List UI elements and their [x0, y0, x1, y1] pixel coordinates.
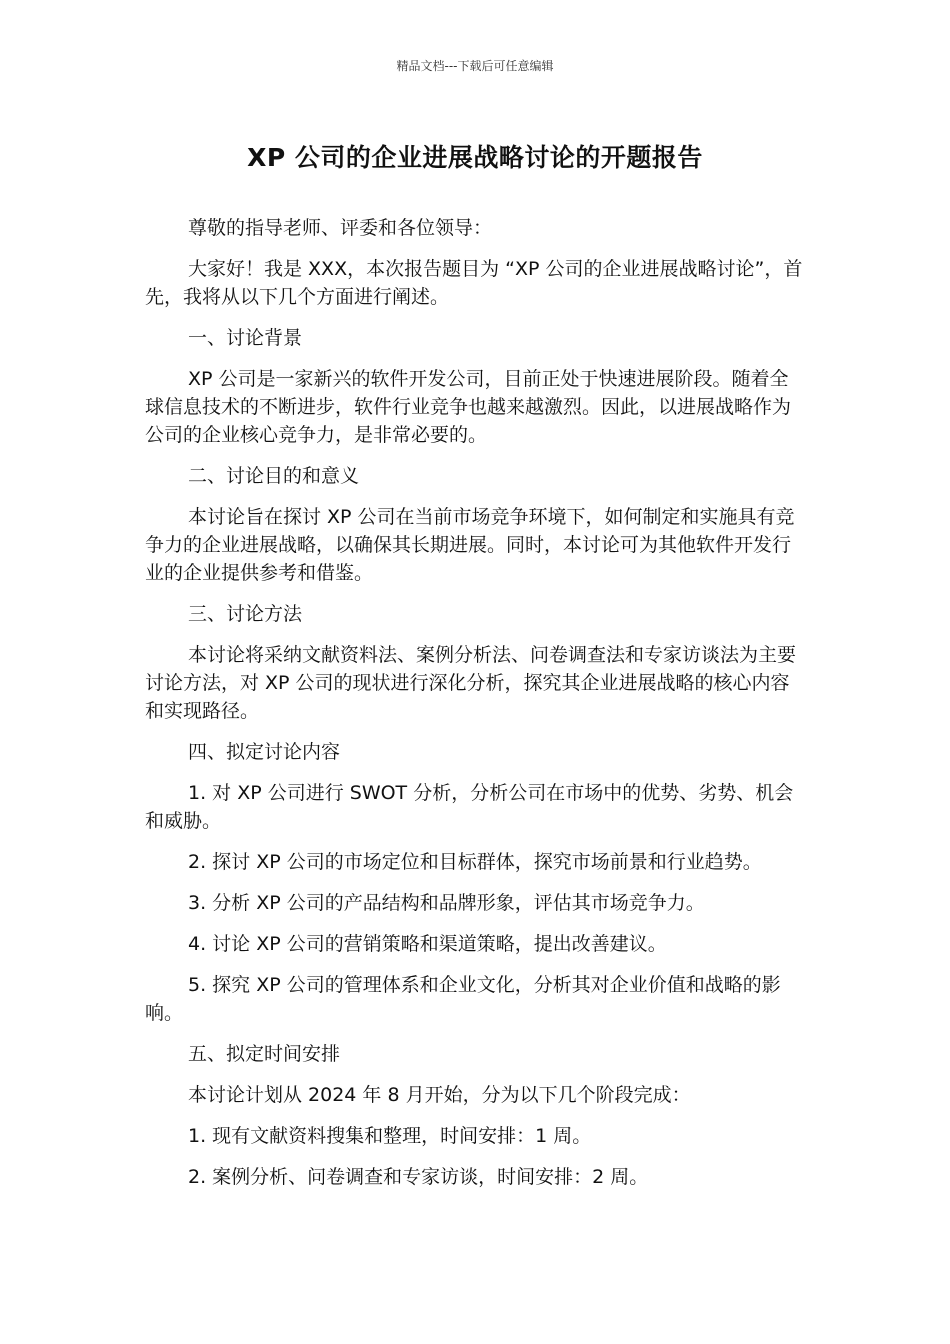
section-heading-background: 一、讨论背景: [188, 327, 303, 349]
content-item: 4. 讨论 XP 公司的营销策略和渠道策略，提出改善建议。: [188, 933, 667, 955]
section-heading-schedule: 五、拟定时间安排: [188, 1043, 341, 1065]
content-item: 2. 探讨 XP 公司的市场定位和目标群体，探究市场前景和行业趋势。: [188, 851, 762, 873]
content-item: 1. 对 XP 公司进行 SWOT 分析，分析公司在市场中的优势、劣势、机会和威胁。: [145, 782, 794, 832]
method-paragraph: 本讨论将采纳文献资料法、案例分析法、问卷调查法和专家访谈法为主要讨论方法，对 XP 公司的现状进行深化分析，探究其企业进展战略的核心内容和实现路径。: [145, 644, 797, 722]
document-body: [145, 214, 807, 1204]
content-item: 5. 探究 XP 公司的管理体系和企业文化，分析其对企业价值和战略的影响。: [145, 974, 781, 1024]
salutation: 尊敬的指导老师、评委和各位领导：: [188, 217, 493, 239]
opening-paragraph: 大家好！我是 XXX，本次报告题目为 “XP 公司的企业进展战略讨论”，首先，我将从以下几个方面进行阐述。: [145, 258, 803, 308]
schedule-item: 1. 现有文献资料搜集和整理，时间安排：1 周。: [188, 1125, 592, 1147]
purpose-paragraph: 本讨论旨在探讨 XP 公司在当前市场竞争环境下，如何制定和实施具有竞争力的企业进展战略，以确保其长期进展。同时，本讨论可为其他软件开发行业的企业提供参考和借鉴。: [145, 506, 795, 584]
section-heading-content: 四、拟定讨论内容: [188, 741, 341, 763]
section-heading-method: 三、讨论方法: [188, 603, 303, 625]
content-item: 3. 分析 XP 公司的产品结构和品牌形象，评估其市场竞争力。: [188, 892, 705, 914]
background-paragraph: XP 公司是一家新兴的软件开发公司，目前正处于快速进展阶段。随着全球信息技术的不断进步，软件行业竞争也越来越激烈。因此，以进展战略作为公司的企业核心竞争力，是非常必要的。: [145, 368, 792, 446]
header-note: 精品文档---下载后可任意编辑: [396, 59, 554, 73]
schedule-item: 2. 案例分析、问卷调查和专家访谈，时间安排：2 周。: [188, 1166, 649, 1188]
section-heading-purpose: 二、讨论目的和意义: [188, 465, 360, 487]
document-title: XP 公司的企业进展战略讨论的开题报告: [247, 143, 703, 172]
schedule-intro: 本讨论计划从 2024 年 8 月开始，分为以下几个阶段完成：: [188, 1084, 691, 1106]
